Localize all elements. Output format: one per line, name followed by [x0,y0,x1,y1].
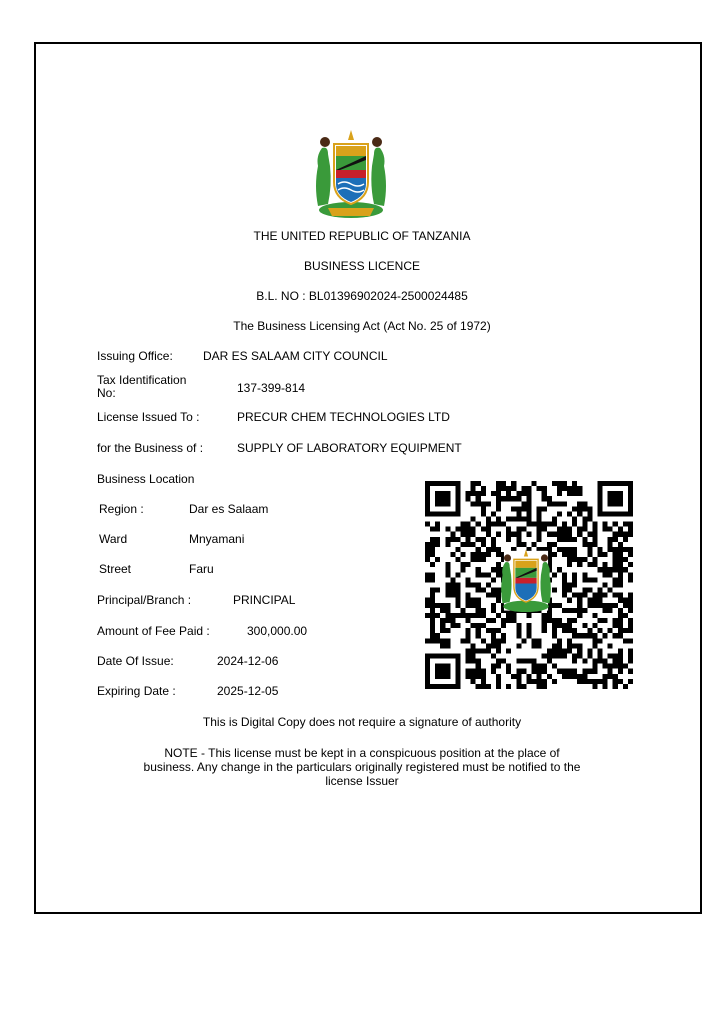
qr-finder-pattern [597,481,633,517]
fee-paid-label: Amount of Fee Paid : [97,624,210,638]
issue-date-value: 2024-12-06 [217,654,279,668]
qr-emblem-icon [494,545,558,615]
issued-to-value: PRECUR CHEM TECHNOLOGIES LTD [237,410,450,424]
act-reference: The Business Licensing Act (Act No. 25 of 1972) [233,319,491,333]
issued-to-label: License Issued To : [97,410,200,424]
qr-finder-pattern [425,481,461,517]
region-value: Dar es Salaam [189,502,269,516]
tin-value: 137-399-814 [237,381,306,395]
coat-of-arms-emblem [306,126,396,220]
issuing-office-label: Issuing Office: [97,349,173,363]
expiry-date-label: Expiring Date : [97,684,176,698]
business-location-heading: Business Location [97,472,195,486]
license-number: B.L. NO : BL01396902024-2500024485 [256,289,468,303]
issuing-office-value: DAR ES SALAAM CITY COUNCIL [203,349,388,363]
ward-label: Ward [99,532,128,546]
fee-paid-value: 300,000.00 [247,624,308,638]
document-title: BUSINESS LICENCE [303,259,421,273]
issue-date-label: Date Of Issue: [97,654,174,668]
street-label: Street [99,562,132,576]
expiry-date-value: 2025-12-05 [217,684,279,698]
license-note: NOTE - This license must be kept in a conspicuous position at the place of business. Any change in the particulars originally registered must be notified to the license Issuer [143,746,581,788]
region-label: Region : [99,502,144,516]
qr-finder-pattern [425,653,461,689]
business-label: for the Business of : [97,441,204,455]
tin-label: Tax Identification No: [97,373,187,400]
country-heading: THE UNITED REPUBLIC OF TANZANIA [253,229,471,243]
principal-branch-label: Principal/Branch : [97,593,192,607]
business-value: SUPPLY OF LABORATORY EQUIPMENT [237,441,462,455]
street-value: Faru [189,562,214,576]
digital-copy-statement: This is Digital Copy does not require a signature of authority [202,715,522,729]
ward-value: Mnyamani [189,532,245,546]
principal-branch-value: PRINCIPAL [233,593,296,607]
